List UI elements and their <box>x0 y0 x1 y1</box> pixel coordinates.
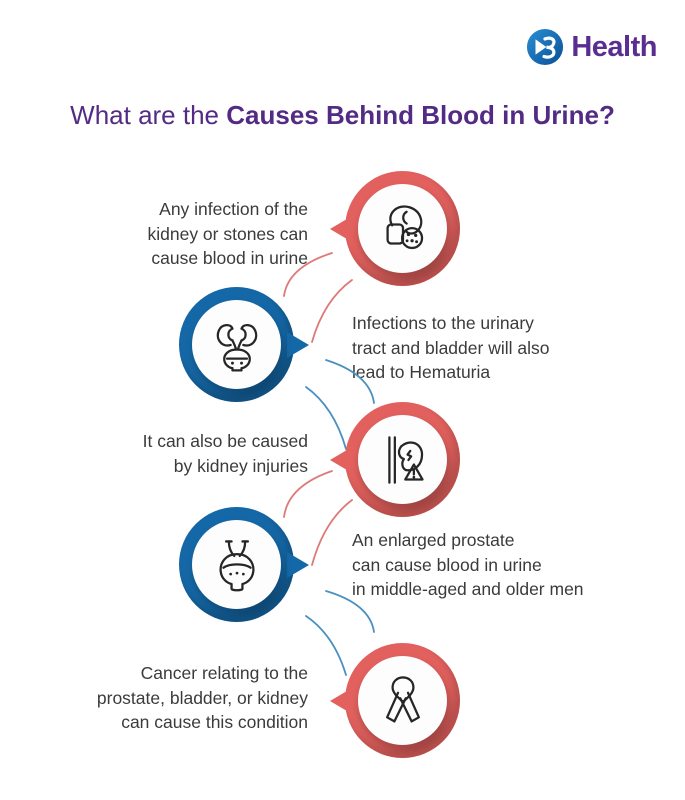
cause-5-text <box>48 661 308 735</box>
cause-4-bubble <box>179 507 294 622</box>
bubble-tail-right <box>287 552 309 578</box>
brand-logo-text: Health <box>571 30 657 63</box>
page-title <box>0 100 685 131</box>
brand-logo <box>526 28 657 66</box>
bajaj-finserv-b-logo-icon <box>526 28 564 66</box>
cause-2-text <box>352 311 642 385</box>
cause-2-line-3: lead to Hematuria <box>352 362 491 382</box>
bubble-tail-left <box>330 216 352 242</box>
cause-5-bubble-inner <box>358 656 447 745</box>
cause-1-text <box>58 197 308 271</box>
cause-4-bubble-inner <box>192 520 281 609</box>
cause-5-line-2: prostate, bladder, or kidney <box>96 687 308 708</box>
cause-4-line-3: in middle-aged and older men <box>352 579 584 599</box>
cause-3-line-2: by kidney injuries <box>173 455 308 476</box>
cause-1-line-2: kidney or stones can <box>147 223 308 244</box>
cause-5-line-1: Cancer relating to the <box>140 663 308 683</box>
cancer-ribbon-icon <box>374 672 432 730</box>
cause-1-line-1: Any infection of the <box>159 199 308 219</box>
cause-3-bubble-inner <box>358 415 447 504</box>
bubble-tail-right <box>287 332 309 358</box>
cause-2-bubble <box>179 287 294 402</box>
cause-2-line-1: Infections to the urinary <box>352 313 534 333</box>
cause-5-line-3: can cause this condition <box>121 712 308 732</box>
cause-4-line-2: can cause blood in urine <box>352 554 542 575</box>
cause-4-line-1: An enlarged prostate <box>352 530 515 550</box>
page-title-prefix: What are the <box>70 100 227 130</box>
cause-1-bubble <box>345 171 460 286</box>
cause-3-bubble <box>345 402 460 517</box>
cause-4-text <box>352 528 662 602</box>
cause-2-bubble-inner <box>192 300 281 389</box>
bubble-tail-left <box>330 688 352 714</box>
cause-2-line-2: tract and bladder will also <box>352 337 550 358</box>
kidney-injury-warning-icon <box>374 431 432 489</box>
enlarged-prostate-bladder-icon <box>208 536 266 594</box>
cause-3-line-1: It can also be caused <box>142 431 308 451</box>
page-title-highlight: Causes Behind Blood in Urine? <box>226 100 615 130</box>
kidney-stones-icon <box>374 200 432 258</box>
cause-3-text <box>58 429 308 478</box>
urinary-tract-bladder-icon <box>208 316 266 374</box>
cause-1-bubble-inner <box>358 184 447 273</box>
cause-1-line-3: cause blood in urine <box>151 248 308 268</box>
cause-5-bubble <box>345 643 460 758</box>
